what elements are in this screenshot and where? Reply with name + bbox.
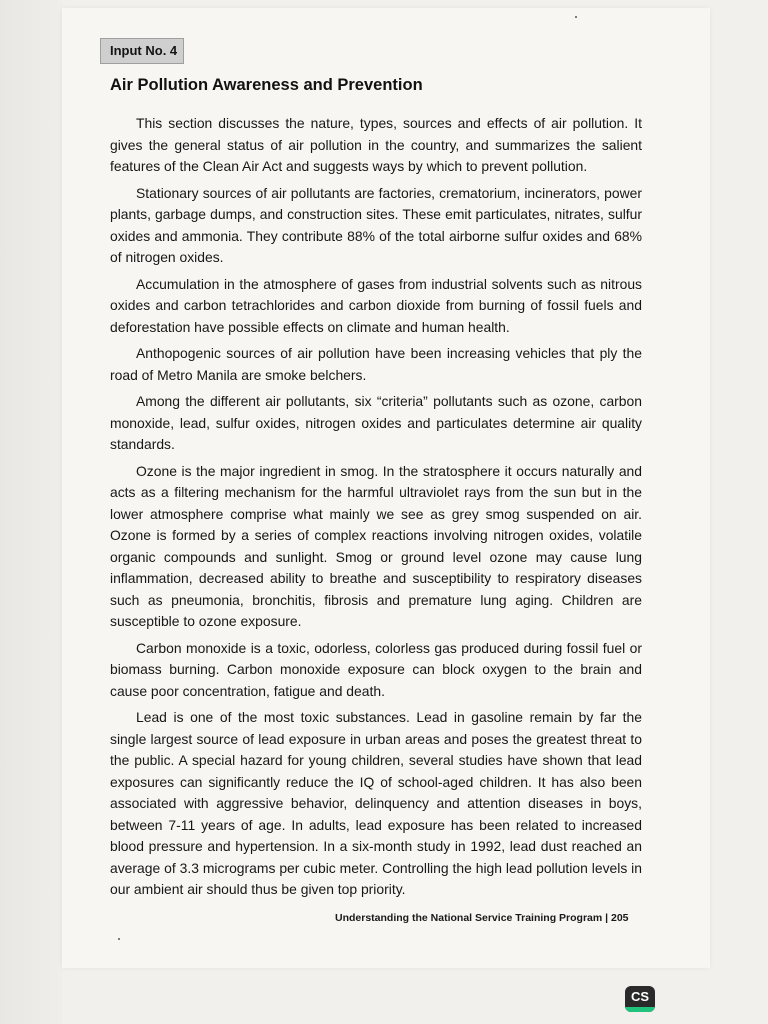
paragraph-intro: This section discusses the nature, types, sources and effects of air pollution. It gives the general status of air pollution in the country, and summarizes the salient features of the Clean Air Act and suggests ways by which to prevent pollution. [110,115,642,174]
paragraph-accumulation: Accumulation in the atmosphere of gases from industrial solvents such as nitrous oxides and carbon tetrachlorides and carbon dioxide from burning of fossil fuels and deforestation have possible effects on climate and human health. [110,275,642,335]
page-footer: Understanding the National Service Training Program | 205 [335,912,629,924]
body-text [110,113,642,906]
camscanner-logo-icon [625,986,655,1012]
paragraph-anthropogenic: Anthopogenic sources of air pollution have been increasing vehicles that ply the road of Metro Manila are smoke belchers. [110,345,642,383]
scan-speck [118,938,120,940]
page-left-shadow [0,0,62,1024]
scanner-badge-accent [625,1007,655,1012]
paragraph-ozone: Ozone is the major ingredient in smog. In the stratosphere it occurs naturally and acts as a filtering mechanism for the harmful ultraviolet rays from the sun but in the lower atmosphere comprise what mainly we see as grey smog suspended on air. Ozone is formed by a series of complex reactions involving nitrogen oxides, volatile organic compounds and sunlight. Smog or ground level ozone may cause lung inflammation, decreased ability to breathe and susceptibility to respiratory diseases such as pneumonia, bronchitis, fibrosis and premature lung aging. Children are susceptible to ozone exposure. [110,462,642,629]
paragraph-criteria-pollutants: Among the different air pollutants, six “criteria” pollutants such as ozone, carbon monoxide, lead, sulfur oxides, nitrogen oxides and particulates determine air quality standards. [110,393,642,452]
input-number-tag: Input No. 4 [100,38,184,64]
scanner-badge-text: CS [630,989,650,1004]
paragraph-carbon-monoxide: Carbon monoxide is a toxic, odorless, colorless gas produced during fossil fuel or biomass burning. Carbon monoxide exposure can block oxygen to the brain and cause poor concentration, fatigue and death. [110,639,642,699]
paragraph-lead: Lead is one of the most toxic substances. Lead in gasoline remain by far the single largest source of lead exposure in urban areas and poses the greatest threat to the public. A special hazard for young children, several studies have shown that lead exposures can significantly reduce the IQ of school-aged children. It has also been associated with aggressive behavior, delinquency and attention diseases in boys, between 7-11 years of age. In adults, lead exposure has been related to increased blood pressure and hypertension. In a six-month study in 1992, lead dust reached an average of 3.3 micrograms per cubic meter. Controlling the high lead pollution levels in our ambient air should thus be given top priority. [110,709,642,897]
scan-speck [575,16,577,18]
section-title: Air Pollution Awareness and Prevention [110,76,423,94]
paragraph-stationary-sources: Stationary sources of air pollutants are factories, crematorium, incinerators, power plants, garbage dumps, and construction sites. These emit particulates, nitrates, sulfur oxides and ammonia. They contribute 88% of the total airborne sulfur oxides and 68% of nitrogen oxides. [110,184,642,265]
